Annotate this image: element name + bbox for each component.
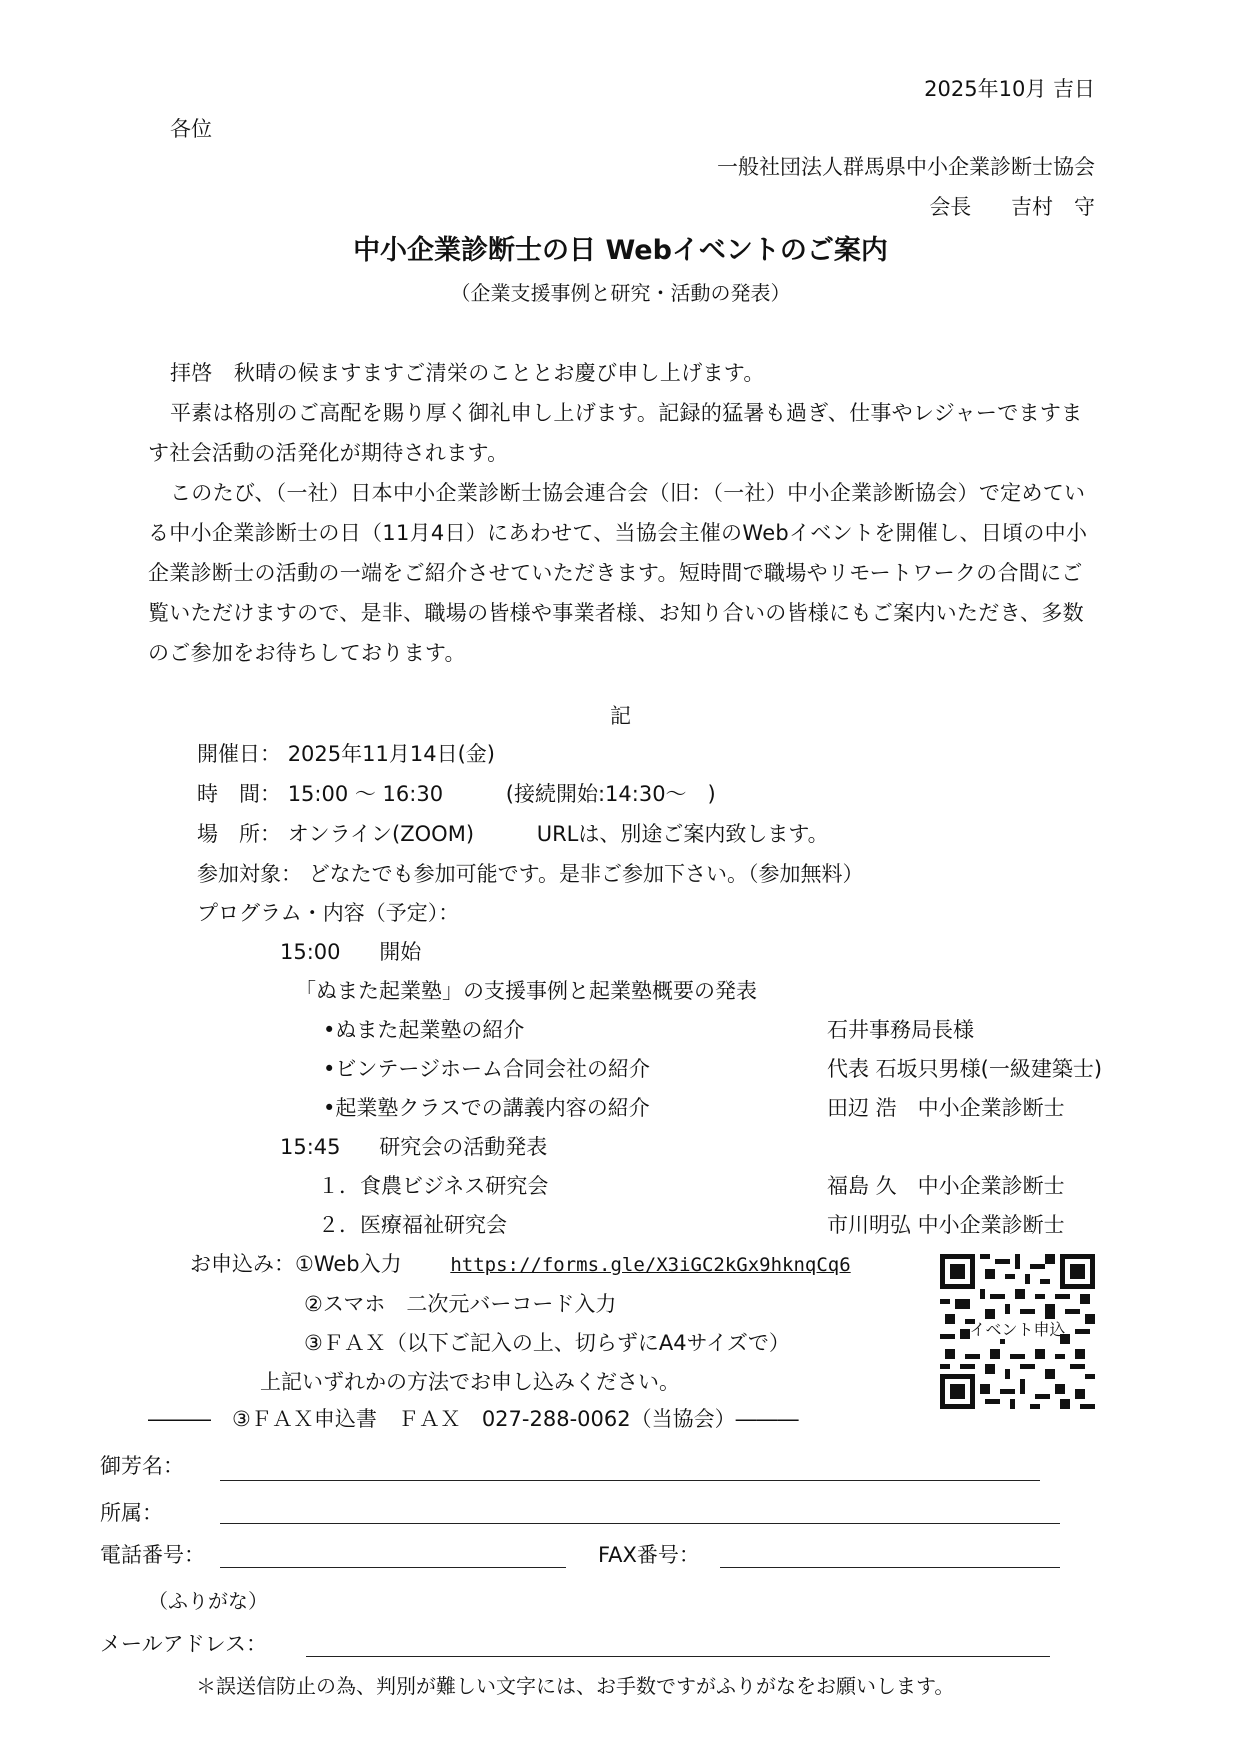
event-place-value: オンライン(ZOOM) [287,822,475,846]
program-topic: •起業塾クラスでの講義内容の紹介 [323,1096,650,1120]
application-smartphone: ②スマホ 二次元バーコード入力 [304,1292,617,1316]
event-date-value: 2025年11月14日(金) [287,742,495,766]
qr-code-label: イベント申込 [969,1320,1066,1339]
program-speaker: 代表 石坂只男様(一級建築士) [827,1057,1103,1081]
application-url-link[interactable]: https://forms.gle/X3iGC2kGx9hknqCq6 [450,1254,851,1276]
target-row [197,858,864,888]
program-speaker: 市川明弘 中小企業診断士 [827,1213,1065,1237]
event-time-label: 時 間： [197,782,281,806]
program-speaker: 田辺 浩 中小企業診断士 [827,1096,1065,1120]
event-time-value: 15:00 ～ 16:30 [287,782,444,806]
event-date-row [197,738,495,768]
organization-name: 一般社団法人群馬県中小企業診断士協会 [717,155,1095,179]
application-web-row [190,1248,851,1278]
event-date-label: 開催日： [197,742,281,766]
target-value: どなたでも参加可能です。是非ご参加下さい。（参加無料） [308,862,864,886]
president-name: 会長 吉村 守 [929,195,1095,219]
section2-row [280,1131,547,1161]
program-start-row [280,936,421,966]
affiliation-label: 所属： [100,1501,163,1525]
event-place-row [197,818,829,848]
addressee: 各位 [170,117,212,141]
connection-time-note: (接続開始:14:30～ ) [505,782,716,806]
affiliation-field[interactable] [220,1523,1060,1524]
name-field[interactable] [220,1480,1040,1481]
fax-label: FAX番号： [598,1543,700,1567]
application-label: お申込み： [190,1252,295,1276]
program-speaker: 石井事務局長様 [827,1018,974,1042]
greeting-paragraph: 拝啓 秋晴の候ますますご清栄のこととお慶び申し上げます。 [170,361,765,385]
page-title: 中小企業診断士の日 Webイベントのご案内 [353,235,888,266]
program-topic: •ビンテージホーム合同会社の紹介 [323,1057,650,1081]
email-field[interactable] [306,1656,1050,1657]
url-note: URLは、別途ご案内致します。 [536,822,829,846]
application-web: ①Web入力 [295,1252,402,1276]
program-speaker: 福島 久 中小企業診断士 [827,1174,1065,1198]
furigana-note: ＊誤送信防止の為、判別が難しい文字には、お手数ですがふりがなをお願いします。 [196,1674,955,1698]
page-subtitle: （企業支援事例と研究・活動の発表） [450,281,791,305]
event-place-label: 場 所： [197,822,281,846]
application-closing: 上記いずれかの方法でお申し込みください。 [260,1370,680,1394]
document-date: 2025年10月 吉日 [924,77,1095,101]
fax-form-header: ――― ③ＦＡＸ申込書 ＦＡＸ 027-288-0062（当協会）――― [148,1407,799,1431]
program-start-time: 15:00 [280,940,341,964]
section2-title: 研究会の活動発表 [379,1135,548,1159]
intro-paragraph: 平素は格別のご高配を賜り厚く御礼申し上げます。記録的猛暑も過ぎ、仕事やレジャーでますます社会活動の活発化が期待されます。 [148,401,1083,465]
program-start-label: 開始 [379,940,422,964]
name-label: 御芳名： [100,1454,184,1478]
fax-field[interactable] [720,1567,1060,1568]
event-paragraph: このたび、（一社）日本中小企業診断士協会連合会（旧：（一社）中小企業診断協会）で定めている中小企業診断士の日（11月4日）にあわせて、当協会主催のWebイベントを開催し、日頃の中小企業診断士の活動の一端をご紹介させていただきます。短時間で職場やリモートワークの合間にご覧いただけますので、是非、職場の皆様や事業者様、お知り合いの皆様にもご案内いただき、多数のご参加をお待ちしております。 [148,481,1088,665]
phone-field[interactable] [220,1567,566,1568]
program-topic: ２．医療福祉研究会 [318,1213,507,1237]
qr-code-image[interactable] [940,1254,1095,1409]
ki-heading: 記 [610,704,631,728]
phone-label: 電話番号： [100,1543,205,1567]
application-fax: ③ＦＡＸ（以下ご記入の上、切らずにA4サイズで） [304,1331,790,1355]
event-time-row [197,778,716,808]
email-label: メールアドレス： [100,1632,267,1656]
target-label: 参加対象： [197,862,302,886]
program-topic: •ぬまた起業塾の紹介 [323,1018,525,1042]
section2-time: 15:45 [280,1135,341,1159]
section1-title: 「ぬまた起業塾」の支援事例と起業塾概要の発表 [295,979,757,1003]
body-text [148,353,1098,673]
program-label: プログラム・内容（予定）： [197,901,460,925]
furigana-label: （ふりがな） [148,1589,268,1613]
program-topic: １．食農ビジネス研究会 [318,1174,549,1198]
